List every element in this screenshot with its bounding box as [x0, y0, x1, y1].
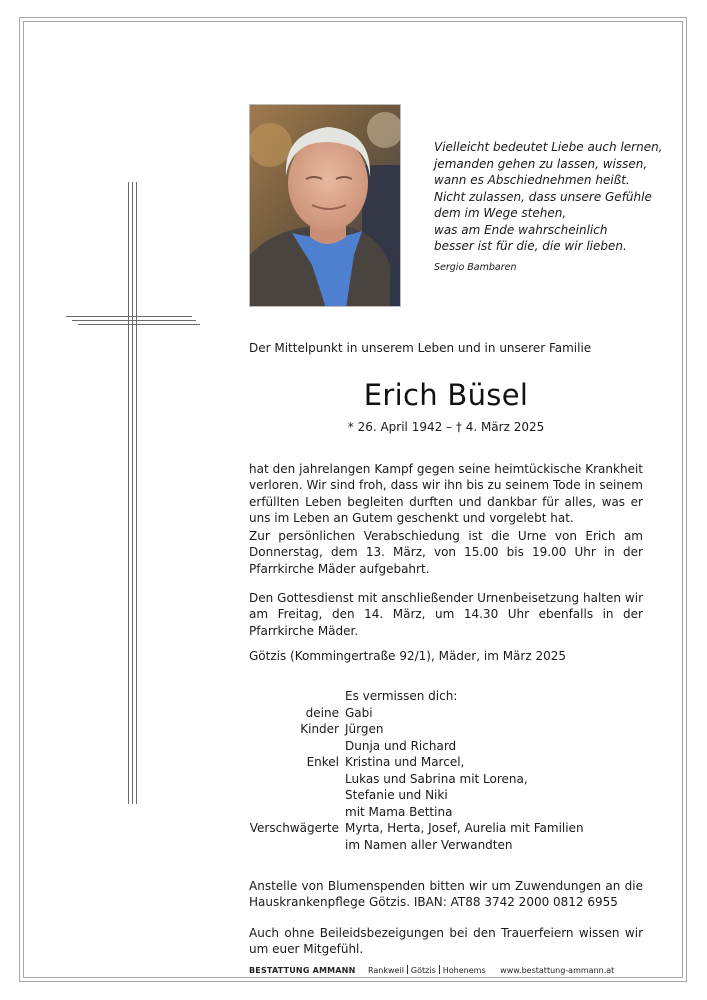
- quote-line: wann es Abschiednehmen heißt.: [434, 173, 630, 187]
- mourner-name: Stefanie und Niki: [345, 788, 448, 802]
- donation-text: Anstelle von Blumenspenden bitten wir um Zuwendungen an die Hauskrankenpflege Götzis. IBAN: AT88 3742 2000 0812 6955: [249, 879, 643, 910]
- mourner-row: [249, 721, 584, 738]
- intro-text: Der Mittelpunkt in unserem Leben und in unserer Familie: [249, 341, 592, 355]
- mourner-row: [249, 820, 584, 837]
- mourner-name: mit Mama Bettina: [345, 804, 453, 819]
- mourner-row: [249, 804, 584, 821]
- footer-website: www.bestattung-ammann.at: [500, 966, 615, 975]
- quote-line: was am Ende wahrscheinlich: [434, 222, 608, 237]
- mourner-name: Es vermissen dich:: [345, 689, 458, 703]
- mourner-name: Kristina und Marcel,: [345, 755, 465, 769]
- mourner-row: [249, 688, 584, 705]
- portrait-photo: [249, 104, 401, 307]
- mourner-row: [249, 738, 584, 755]
- footer-location: Rankweil: [368, 966, 404, 975]
- quote-block: [434, 139, 684, 276]
- mourner-name: Dunja und Richard: [345, 738, 457, 753]
- mourner-label: deine: [305, 705, 339, 720]
- paragraph-service: Den Gottesdienst mit anschließender Urnenbeisetzung halten wir am Freitag, den 14. März, um 14.30 Uhr ebenfalls in der Pfarrkirche Mäder.: [249, 591, 643, 638]
- quote-author: Sergio Bambaren: [434, 261, 517, 273]
- mourners-list: [249, 688, 584, 853]
- mourner-row: [249, 837, 584, 854]
- quote-line: jemanden gehen zu lassen, wissen,: [434, 156, 648, 171]
- mourner-name: Lukas und Sabrina mit Lorena,: [345, 771, 528, 786]
- mourner-label: Enkel: [306, 755, 339, 769]
- footer-location: Götzis: [410, 966, 436, 975]
- paragraph-main: hat den jahrelangen Kampf gegen seine heimtückische Krankheit verloren. Wir sind froh, dass wir ihn bis zu seinem Tode in seinem erfüllten Leben begleiten durften und dankbar für alles, was er uns im Leben an Gutem geschenkt und vorgelebt hat.: [249, 462, 643, 525]
- footer-brand: BESTATTUNG AMMANN: [249, 966, 356, 975]
- mourner-name: Jürgen: [345, 722, 384, 736]
- mourner-row: [249, 771, 584, 788]
- deceased-name: Erich Büsel: [363, 378, 529, 412]
- quote-line: Nicht zulassen, dass unsere Gefühle: [434, 189, 652, 204]
- place-date: Götzis (Kommingertraße 92/1), Mäder, im März 2025: [249, 649, 566, 663]
- life-dates: * 26. April 1942 – † 4. März 2025: [347, 420, 545, 434]
- mourner-label: [249, 771, 345, 788]
- mourner-row: [249, 705, 584, 722]
- paragraph-viewing: Zur persönlichen Verabschiedung ist die Urne von Erich am Donnerstag, dem 13. März, von 15.00 bis 19.00 Uhr in der Pfarrkirche Mäder aufgebahrt.: [249, 529, 643, 576]
- mourner-name: Gabi: [345, 705, 373, 720]
- quote-line: Vielleicht bedeutet Liebe auch lernen,: [434, 140, 663, 154]
- footer: [249, 965, 614, 975]
- footer-location: Hohenems: [442, 966, 486, 975]
- mourner-row: [249, 754, 584, 771]
- mourner-label: Verschwägerte: [249, 821, 339, 835]
- quote-line: dem im Wege stehen,: [434, 206, 567, 220]
- mourner-name: Myrta, Herta, Josef, Aurelia mit Familien: [345, 821, 584, 835]
- mourner-label: [249, 738, 345, 755]
- mourner-label: [249, 837, 345, 854]
- mourner-label: [249, 787, 345, 804]
- thanks-text: Auch ohne Beileidsbezeigungen bei den Trauerfeiern wissen wir um euer Mitgefühl.: [249, 926, 643, 957]
- mourner-label: [249, 688, 345, 705]
- mourner-label: [249, 804, 345, 821]
- mourner-name: im Namen aller Verwandten: [345, 837, 513, 852]
- quote-line: besser ist für die, die wir lieben.: [434, 239, 627, 253]
- mourner-label: Kinder: [300, 722, 339, 736]
- mourner-row: [249, 787, 584, 804]
